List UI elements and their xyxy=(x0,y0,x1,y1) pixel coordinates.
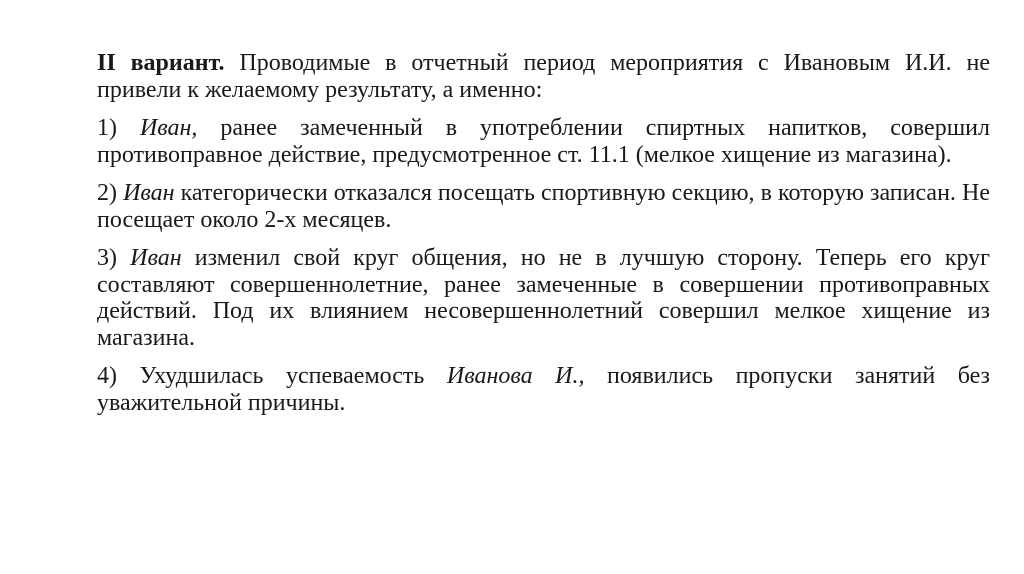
item-name: Иванова И., xyxy=(446,363,585,389)
list-item xyxy=(97,115,990,168)
list-item xyxy=(97,180,990,233)
item-number: 2) xyxy=(97,180,124,206)
intro-text: Проводимые в отчетный период мероприятия с Ивановым И.И. не привели к желаемому результату, а именно: xyxy=(97,50,990,103)
intro-paragraph xyxy=(97,50,990,103)
item-number: 4) Ухудшилась успеваемость xyxy=(97,363,447,389)
item-text: ранее замеченный в употреблении спиртных напитков, совершил противоправное действие, предусмотренное ст. 11.1 (мелкое хищение из магазина). xyxy=(97,115,990,168)
item-text: появились пропуски занятий без уважительной причины. xyxy=(97,363,991,416)
item-number: 3) xyxy=(97,245,131,271)
item-number: 1) xyxy=(97,115,140,141)
document-body xyxy=(97,50,990,428)
item-name: Иван, xyxy=(139,115,198,141)
item-name: Иван xyxy=(123,180,175,206)
item-text: категорически отказался посещать спортивную секцию, в которую записан. Не посещает около 2-х месяцев. xyxy=(97,180,990,233)
item-text: изменил свой круг общения, но не в лучшую сторону. Теперь его круг составляют совершеннолетние, ранее замеченные в совершении противоправных действий. Под их влиянием несовершеннолетний совершил мелкое хищение из магазина. xyxy=(97,245,991,351)
variant-label: II вариант. xyxy=(97,50,225,76)
list-item xyxy=(97,245,990,351)
list-item xyxy=(97,363,990,416)
item-name: Иван xyxy=(130,245,182,271)
